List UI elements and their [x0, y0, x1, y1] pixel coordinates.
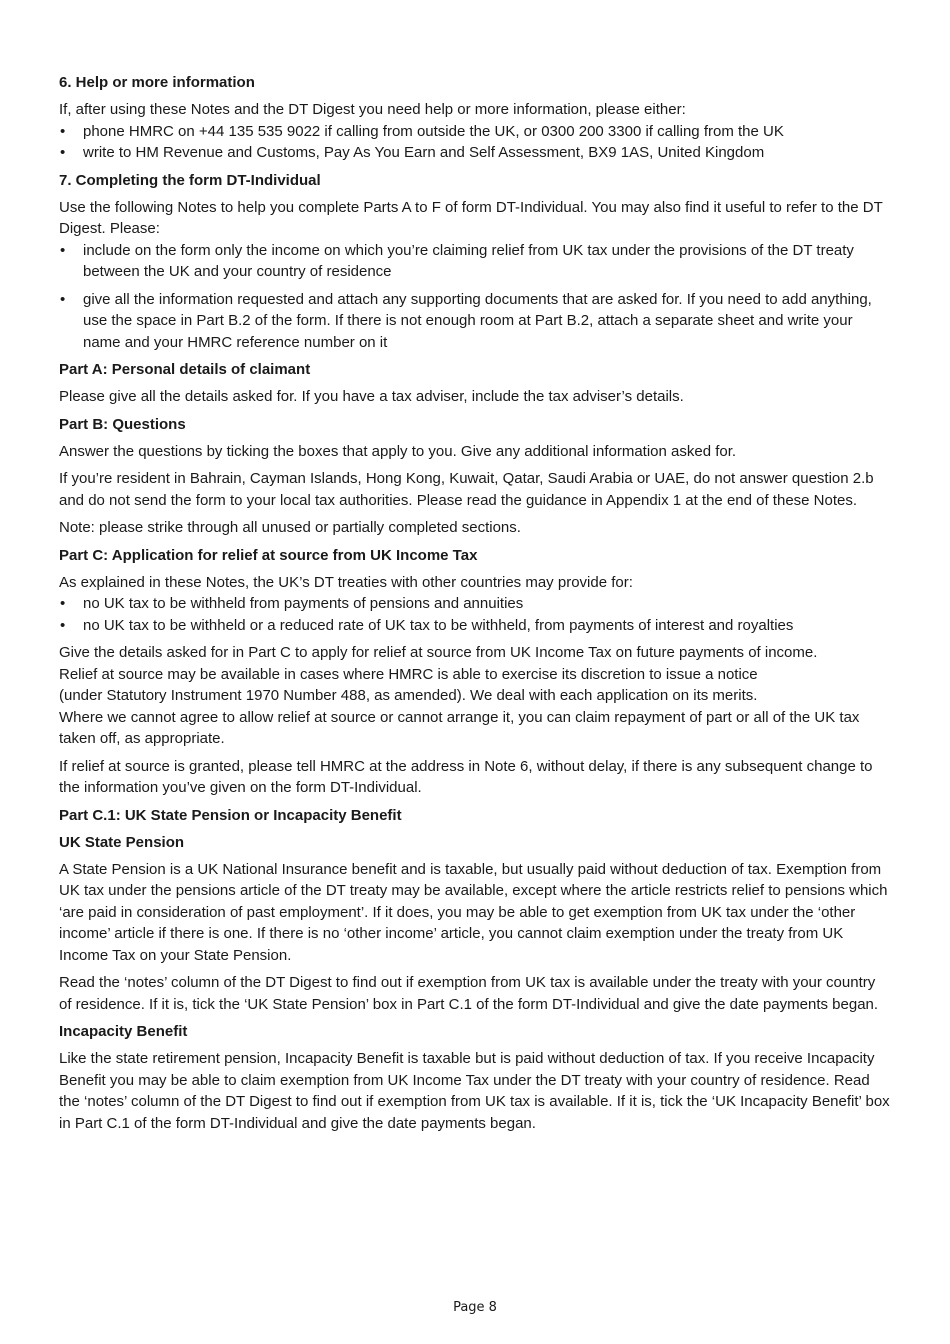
- part-c-intro: As explained in these Notes, the UK’s DT treaties with other countries may provide for:: [59, 573, 633, 591]
- part-c-line-2: Relief at source may be available in cases where HMRC is able to exercise its discretion to issue a notice: [59, 665, 758, 683]
- list-item: • write to HM Revenue and Customs, Pay As You Earn and Self Assessment, BX9 1AS, United Kingdom: [59, 142, 891, 164]
- section-7-heading: 7. Completing the form DT-Individual: [59, 171, 321, 189]
- part-c-list: [59, 593, 891, 636]
- part-c-line-3: (under Statutory Instrument 1970 Number 488, as amended). We deal with each application on its merits.: [59, 687, 758, 704]
- part-c-line-1: Give the details asked for in Part C to apply for relief at source from UK Income Tax on future payments of income.: [59, 644, 818, 661]
- part-b-heading: Part B: Questions: [59, 415, 186, 433]
- part-a-text: Please give all the details asked for. If you have a tax adviser, include the tax adviser’s details.: [59, 388, 684, 405]
- part-c-line-4: Where we cannot agree to allow relief at source or cannot arrange it, you can claim repayment of part or all of the UK tax taken off, as appropriate.: [59, 708, 860, 747]
- section-7-intro: Use the following Notes to help you complete Parts A to F of form DT-Individual. You may also find it useful to refer to the DT Digest. Please:: [59, 198, 883, 237]
- section-6-intro: If, after using these Notes and the DT Digest you need help or more information, please either:: [59, 101, 686, 118]
- page-number: Page 8: [453, 1300, 497, 1315]
- incapacity-benefit-p1: Like the state retirement pension, Incapacity Benefit is taxable but is paid without deduction of tax. If you receive Incapacity Benefit you may be able to claim exemption from UK Income Tax under the DT treaty with your country of residence. Read the ‘notes’ column of the DT Digest to find out if exemption from UK tax is available. If it is, tick the ‘UK Incapacity Benefit’ box in Part C.1 of the form DT-Individual and give the date payments began.: [59, 1050, 890, 1132]
- section-6-heading: 6. Help or more information: [59, 74, 255, 91]
- incapacity-benefit-heading: Incapacity Benefit: [59, 1023, 188, 1040]
- part-c-p2: If relief at source is granted, please tell HMRC at the address in Note 6, without delay, if there is any subsequent change to the information you’ve given on the form DT-Individual.: [59, 757, 873, 796]
- section-7-list: [59, 240, 891, 354]
- part-c-heading: Part C: Application for relief at source from UK Income Tax: [59, 546, 478, 564]
- part-b-note: Note: please strike through all unused or partially completed sections.: [59, 519, 521, 536]
- list-item: • phone HMRC on +44 135 535 9022 if calling from outside the UK, or 0300 200 3300 if calling from the UK: [59, 121, 891, 143]
- list-item: • include on the form only the income on which you’re claiming relief from UK tax under the provisions of the DT treaty between the UK and your country of residence: [59, 240, 891, 283]
- state-pension-p1: A State Pension is a UK National Insurance benefit and is taxable, but usually paid without deduction of tax. Exemption from UK tax under the pensions article of the DT treaty may be available, except where the article restricts relief to pensions which ‘are paid in consideration of past employment’. If it does, you may be able to get exemption from UK tax under the ‘other income’ article if there is one. If there is no ‘other income’ article, you cannot claim exemption under the treaty from UK Income Tax on your State Pension.: [59, 860, 888, 964]
- part-a-heading: Part A: Personal details of claimant: [59, 361, 311, 378]
- list-item: • no UK tax to be withheld or a reduced rate of UK tax to be withheld, from payments of interest and royalties: [59, 615, 891, 637]
- state-pension-p2: Read the ‘notes’ column of the DT Digest to find out if exemption from UK tax is available under the treaty with your country of residence. If it is, tick the ‘UK State Pension’ box in Part C.1 of the form DT-Individual and give the date payments began.: [59, 974, 879, 1013]
- part-c1-heading: Part C.1: UK State Pension or Incapacity Benefit: [59, 806, 402, 824]
- state-pension-heading: UK State Pension: [59, 833, 185, 851]
- list-item: • no UK tax to be withheld from payments of pensions and annuities: [59, 593, 891, 615]
- list-item: • give all the information requested and attach any supporting documents that are asked for. If you need to add anything, use the space in Part B.2 of the form. If there is not enough room at Part B.2, attach a separate sheet and write your name and your HMRC reference number on it: [59, 289, 891, 354]
- part-b-p1: Answer the questions by ticking the boxes that apply to you. Give any additional information asked for.: [59, 442, 737, 460]
- document-body: [59, 72, 891, 1140]
- part-b-p2: If you’re resident in Bahrain, Cayman Islands, Hong Kong, Kuwait, Qatar, Saudi Arabia or UAE, do not answer question 2.b and do not send the form to your local tax authorities. Please read the guidance in Appendix 1 at the end of these Notes.: [59, 470, 874, 509]
- section-6-list: [59, 121, 891, 164]
- part-c-p1: [59, 642, 891, 750]
